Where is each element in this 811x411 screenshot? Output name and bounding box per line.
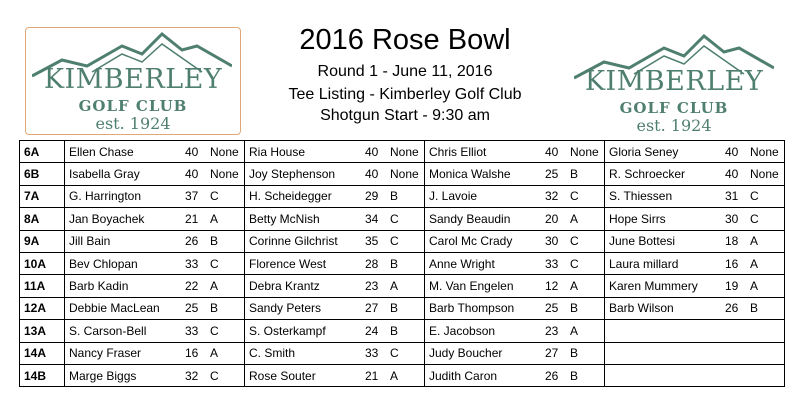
hole-label: 7A [20, 185, 65, 207]
player-tee: B [566, 163, 605, 185]
player-handicap: 20 [541, 208, 566, 230]
player-tee: A [746, 230, 785, 252]
player-tee: C [206, 185, 245, 207]
player-tee: A [206, 275, 245, 297]
player-handicap: 16 [721, 252, 746, 274]
player-name: Barb Thompson [425, 297, 542, 319]
player-name: Sandy Beaudin [425, 208, 542, 230]
player-handicap: 26 [541, 364, 566, 386]
player-tee: A [386, 364, 425, 386]
player-name: Corinne Gilchrist [245, 230, 362, 252]
tee-listing-table [19, 140, 785, 387]
player-name: M. Van Engelen [425, 275, 542, 297]
player-name: G. Harrington [65, 185, 182, 207]
hole-label: 6A [20, 141, 65, 163]
player-name: Ria House [245, 141, 362, 163]
player-name: Isabella Gray [65, 163, 182, 185]
player-tee: C [206, 252, 245, 274]
player-tee: C [566, 230, 605, 252]
player-handicap: 29 [361, 185, 386, 207]
logo-est: est. 1924 [95, 114, 171, 133]
player-handicap: 33 [181, 320, 206, 342]
table-row [20, 141, 785, 163]
player-handicap: 40 [721, 141, 746, 163]
player-handicap: 16 [181, 342, 206, 364]
player-handicap: 30 [541, 230, 566, 252]
table-row [20, 252, 785, 274]
player-name: Rose Souter [245, 364, 362, 386]
player-tee [746, 342, 785, 364]
player-name [605, 364, 722, 386]
player-tee: B [566, 342, 605, 364]
player-handicap: 12 [541, 275, 566, 297]
player-handicap: 28 [361, 252, 386, 274]
player-handicap: 32 [181, 364, 206, 386]
player-handicap: 40 [361, 163, 386, 185]
player-handicap: 27 [541, 342, 566, 364]
player-handicap [721, 320, 746, 342]
player-tee [746, 364, 785, 386]
table-row [20, 342, 785, 364]
player-tee: None [206, 141, 245, 163]
logo-club: GOLF CLUB [619, 99, 729, 117]
player-name: Chris Elliot [425, 141, 542, 163]
player-tee: A [746, 275, 785, 297]
player-name: Judith Caron [425, 364, 542, 386]
tee-listing-subtitle: Tee Listing - Kimberley Golf Club [288, 86, 522, 103]
table-row [20, 364, 785, 386]
player-name [605, 342, 722, 364]
player-name: Debbie MacLean [65, 297, 182, 319]
player-name: R. Schroecker [605, 163, 722, 185]
hole-label: 9A [20, 230, 65, 252]
player-handicap: 23 [541, 320, 566, 342]
player-handicap [721, 342, 746, 364]
player-name: Ellen Chase [65, 141, 182, 163]
player-handicap: 25 [541, 163, 566, 185]
table-row [20, 320, 785, 342]
table-row [20, 297, 785, 319]
club-logo-right [568, 30, 780, 134]
player-tee: None [746, 163, 785, 185]
player-tee: B [566, 364, 605, 386]
player-handicap: 40 [541, 141, 566, 163]
player-tee: B [386, 185, 425, 207]
logo-club: GOLF CLUB [78, 97, 188, 115]
shotgun-start: Shotgun Start - 9:30 am [320, 107, 490, 124]
player-name: Bev Chlopan [65, 252, 182, 274]
player-tee: A [206, 342, 245, 364]
player-name: Nancy Fraser [65, 342, 182, 364]
player-name: Joy Stephenson [245, 163, 362, 185]
player-name: Carol Mc Crady [425, 230, 542, 252]
player-tee: C [206, 320, 245, 342]
player-tee: A [386, 275, 425, 297]
player-name: Judy Boucher [425, 342, 542, 364]
player-tee: A [746, 252, 785, 274]
page-title: 2016 Rose Bowl [299, 24, 511, 56]
player-tee: B [566, 297, 605, 319]
player-handicap: 25 [541, 297, 566, 319]
player-tee: C [566, 185, 605, 207]
player-name [605, 320, 722, 342]
player-handicap: 26 [181, 230, 206, 252]
player-tee: B [386, 252, 425, 274]
player-handicap: 33 [181, 252, 206, 274]
player-handicap: 40 [181, 163, 206, 185]
player-tee: None [746, 141, 785, 163]
player-name: Anne Wright [425, 252, 542, 274]
hole-label: 11A [20, 275, 65, 297]
player-handicap: 22 [181, 275, 206, 297]
player-handicap [721, 364, 746, 386]
player-tee: None [386, 141, 425, 163]
player-name: Florence West [245, 252, 362, 274]
player-handicap: 19 [721, 275, 746, 297]
player-name: Monica Walshe [425, 163, 542, 185]
club-logo-left [25, 27, 241, 135]
player-handicap: 26 [721, 297, 746, 319]
logo-name: KIMBERLEY [43, 64, 223, 95]
hole-label: 6B [20, 163, 65, 185]
player-tee: A [566, 275, 605, 297]
player-tee: C [746, 185, 785, 207]
player-handicap: 24 [361, 320, 386, 342]
player-name: Betty McNish [245, 208, 362, 230]
player-name: Barb Wilson [605, 297, 722, 319]
player-name: June Bottesi [605, 230, 722, 252]
round-date: Round 1 - June 11, 2016 [317, 63, 493, 80]
player-tee: B [386, 320, 425, 342]
player-name: Jill Bain [65, 230, 182, 252]
player-tee: None [566, 141, 605, 163]
player-tee: C [386, 342, 425, 364]
player-name: S. Carson-Bell [65, 320, 182, 342]
logo-name: KIMBERLEY [584, 66, 764, 97]
player-handicap: 27 [361, 297, 386, 319]
player-name: H. Scheidegger [245, 185, 362, 207]
player-name: Debra Krantz [245, 275, 362, 297]
player-handicap: 23 [361, 275, 386, 297]
player-tee [746, 320, 785, 342]
player-tee: None [386, 163, 425, 185]
hole-label: 14B [20, 364, 65, 386]
player-handicap: 30 [721, 208, 746, 230]
player-tee: B [386, 297, 425, 319]
player-name: Sandy Peters [245, 297, 362, 319]
table-row [20, 230, 785, 252]
player-handicap: 40 [721, 163, 746, 185]
table-row [20, 275, 785, 297]
player-name: Barb Kadin [65, 275, 182, 297]
player-name: J. Lavoie [425, 185, 542, 207]
player-handicap: 40 [181, 141, 206, 163]
hole-label: 8A [20, 208, 65, 230]
player-name: S. Osterkampf [245, 320, 362, 342]
player-handicap: 21 [361, 364, 386, 386]
table-row [20, 163, 785, 185]
player-tee: B [746, 297, 785, 319]
player-name: Gloria Seney [605, 141, 722, 163]
player-handicap: 18 [721, 230, 746, 252]
player-handicap: 35 [361, 230, 386, 252]
player-tee: C [206, 364, 245, 386]
logo-est: est. 1924 [636, 116, 712, 135]
player-tee: C [386, 208, 425, 230]
table-row [20, 208, 785, 230]
player-handicap: 21 [181, 208, 206, 230]
player-name: Jan Boyachek [65, 208, 182, 230]
player-tee: C [386, 230, 425, 252]
hole-label: 12A [20, 297, 65, 319]
player-name: Hope Sirrs [605, 208, 722, 230]
player-tee: A [566, 320, 605, 342]
player-name: S. Thiessen [605, 185, 722, 207]
player-handicap: 40 [361, 141, 386, 163]
player-tee: None [206, 163, 245, 185]
player-name: Laura millard [605, 252, 722, 274]
player-handicap: 32 [541, 185, 566, 207]
player-tee: C [746, 208, 785, 230]
player-tee: B [206, 297, 245, 319]
hole-label: 14A [20, 342, 65, 364]
player-tee: C [566, 252, 605, 274]
player-handicap: 33 [361, 342, 386, 364]
player-handicap: 31 [721, 185, 746, 207]
player-name: C. Smith [245, 342, 362, 364]
player-handicap: 25 [181, 297, 206, 319]
player-name: Karen Mummery [605, 275, 722, 297]
player-handicap: 37 [181, 185, 206, 207]
player-name: Marge Biggs [65, 364, 182, 386]
player-handicap: 34 [361, 208, 386, 230]
hole-label: 13A [20, 320, 65, 342]
player-tee: A [566, 208, 605, 230]
player-tee: A [206, 208, 245, 230]
player-handicap: 33 [541, 252, 566, 274]
table-row [20, 185, 785, 207]
player-name: E. Jacobson [425, 320, 542, 342]
hole-label: 10A [20, 252, 65, 274]
player-tee: B [206, 230, 245, 252]
